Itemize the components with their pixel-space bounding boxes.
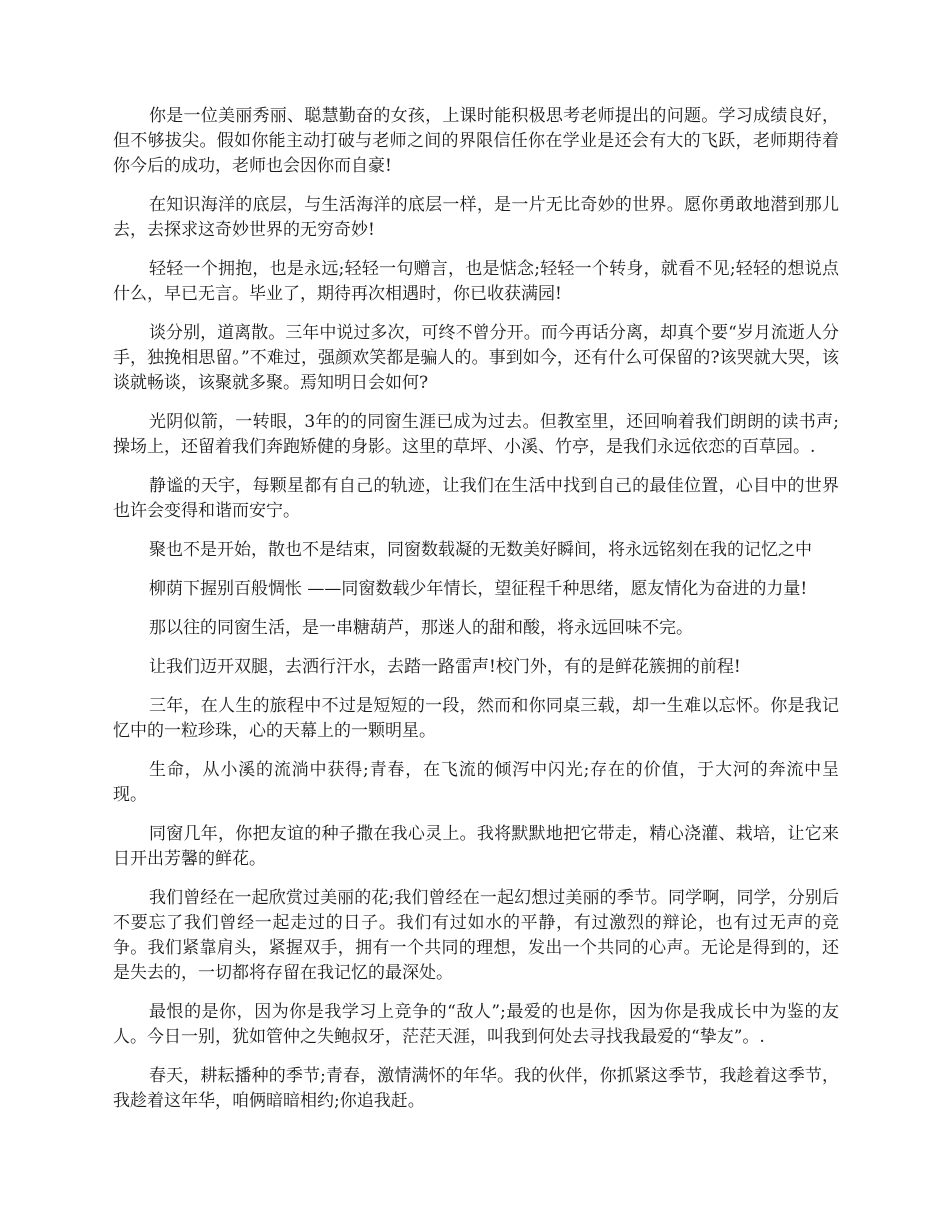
paragraph-16: 春天，耕耘播种的季节;青春，激情满怀的年华。我的伙伴，你抓紧这季节，我趁着这季节，我趁着这年华，咱俩暗暗相约;你追我赶。 — [113, 1066, 839, 1111]
paragraph-14: 我们曾经在一起欣赏过美丽的花;我们曾经在一起幻想过美丽的季节。同学啊，同学，分别后不要忘了我们曾经一起走过的日子。我们有过如水的平静，有过激烈的辩论，也有过无声的竞争。我们紧靠肩头，紧握双手，拥有一个共同的理想，发出一个共同的心声。无论是得到的，还是失去的，一切都将存留在我记忆的最深处。 — [113, 888, 839, 983]
paragraph-8: 柳荫下握别百般惆怅 ——同窗数载少年情长，望征程千种思绪，愿友情化为奋进的力量! — [149, 579, 808, 599]
paragraph-11: 三年，在人生的旅程中不过是短短的一段，然而和你同桌三载，却一生难以忘怀。你是我记忆中的一粒珍珠，心的天幕上的一颗明星。 — [113, 696, 839, 741]
paragraph-12: 生命，从小溪的流淌中获得;青春，在飞流的倾泻中闪光;存在的价值，于大河的奔流中呈现。 — [113, 760, 839, 805]
document-body — [113, 104, 839, 1128]
paragraph-3: 轻轻一个拥抱，也是永远;轻轻一句赠言，也是惦念;轻轻一个转身，就看不见;轻轻的想说点什么，早已无言。毕业了，期待再次相遇时，你已收获满园! — [113, 259, 839, 304]
paragraph-9: 那以往的同窗生活，是一串糖葫芦，那迷人的甜和酸，将永远回味不完。 — [149, 618, 693, 638]
paragraph-7: 聚也不是开始，散也不是结束，同窗数载凝的无数美好瞬间，将永远铭刻在我的记忆之中 — [149, 540, 812, 560]
paragraph-2: 在知识海洋的底层，与生活海洋的底层一样，是一片无比奇妙的世界。愿你勇敢地潜到那儿去，去探求这奇妙世界的无穷奇妙! — [113, 195, 839, 240]
paragraph-5: 光阴似箭，一转眼，3年的的同窗生涯已成为过去。但教室里，还回响着我们朗朗的读书声;操场上，还留着我们奔跑矫健的身影。这里的草坪、小溪、竹亭，是我们永远依恋的百草园。. — [113, 412, 839, 457]
paragraph-13: 同窗几年，你把友谊的种子撒在我心灵上。我将默默地把它带走，精心浇灌、栽培，让它来日开出芳馨的鲜花。 — [113, 824, 839, 869]
paragraph-6: 静谧的天宇，每颗星都有自己的轨迹，让我们在生活中找到自己的最佳位置，心目中的世界也许会变得和谐而安宁。 — [113, 476, 839, 521]
paragraph-10: 让我们迈开双腿，去洒行汗水，去踏一路雷声!校门外，有的是鲜花簇拥的前程! — [149, 657, 741, 677]
paragraph-1: 你是一位美丽秀丽、聪慧勤奋的女孩，上课时能积极思考老师提出的问题。学习成绩良好，但不够拔尖。假如你能主动打破与老师之间的界限信任你在学业是还会有大的飞跃，老师期待着你今后的成功，老师也会因你而自豪! — [113, 106, 839, 176]
paragraph-4: 谈分别，道离散。三年中说过多次，可终不曾分开。而今再话分离，却真个要“岁月流逝人分手，独挽相思留。”不难过，强颜欢笑都是骗人的。事到如今，还有什么可保留的?该哭就大哭，该谈就畅谈，该聚就多聚。焉知明日会如何? — [113, 323, 839, 393]
paragraph-15: 最恨的是你，因为你是我学习上竞争的“敌人”;最爱的也是你，因为你是我成长中为鉴的友人。今日一别，犹如管仲之失鲍叔牙，茫茫天涯，叫我到何处去寻找我最爱的“挚友”。. — [113, 1002, 839, 1047]
